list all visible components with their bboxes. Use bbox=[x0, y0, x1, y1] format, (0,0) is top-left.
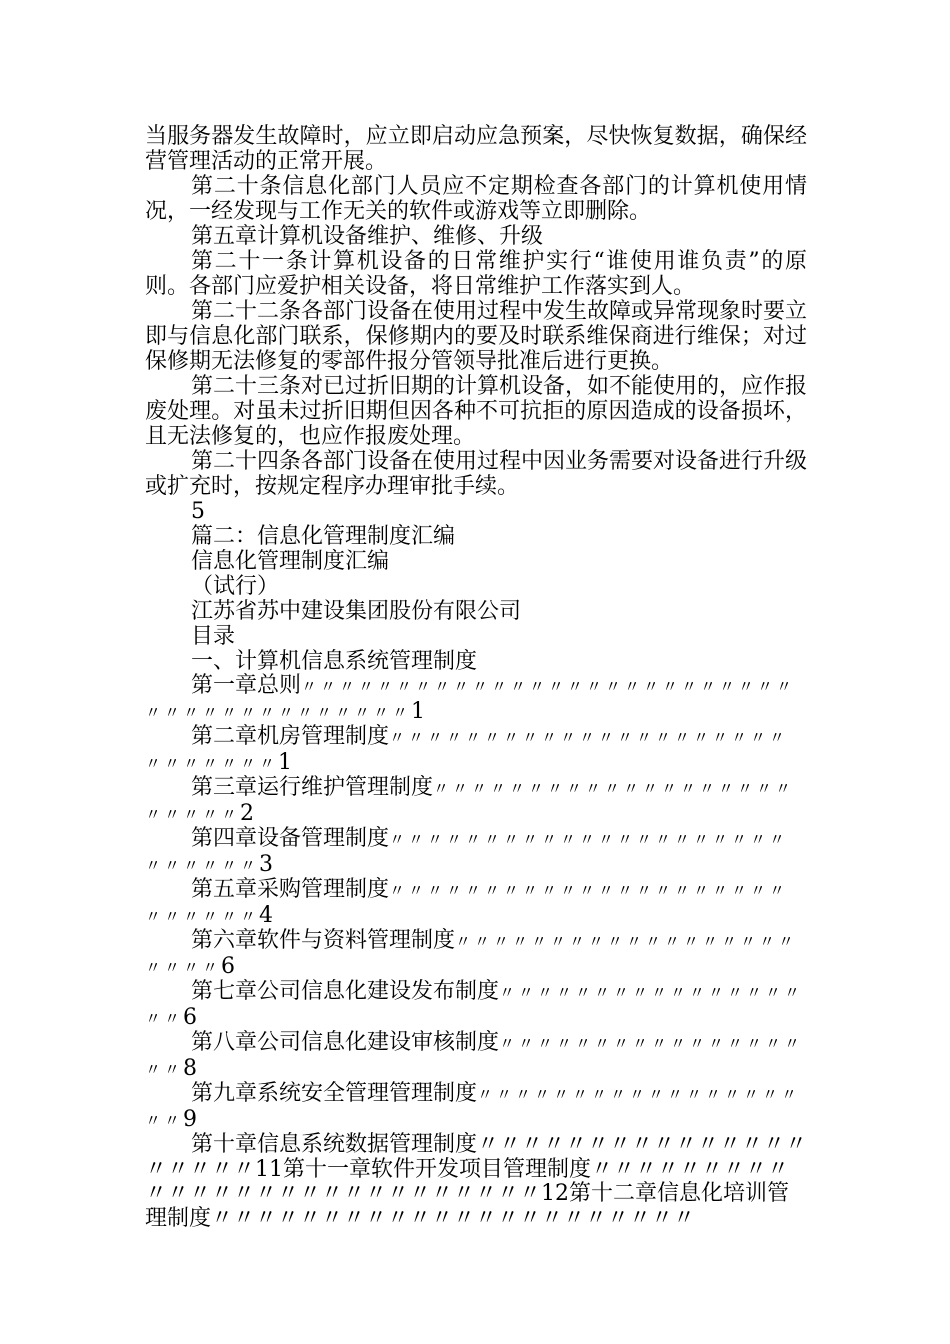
toc-page-number: 1 bbox=[278, 749, 293, 775]
toc-entry[interactable] bbox=[145, 776, 807, 827]
body-paragraph: 第二十二条各部门设备在使用过程中发生故障或异常现象时要立即与信息化部门联系，保修期内的要及时联系维保商进行维保；对过保修期无法修复的零部件报分管领导批准后进行更换。 bbox=[145, 299, 808, 374]
toc-page-number: 6 bbox=[221, 953, 236, 979]
toc-entry[interactable] bbox=[145, 827, 807, 878]
body-paragraph: 当服务器发生故障时，应立即启动应急预案，尽快恢复数据，确保经营管理活动的正常开展。 bbox=[145, 124, 807, 174]
toc-entry-title: 第四章设备管理制度 bbox=[191, 826, 390, 851]
toc-entry-title: 第三章运行维护管理制度 bbox=[191, 775, 434, 800]
toc-entry-title: 第九章系统安全管理管理制度 bbox=[191, 1081, 478, 1106]
toc-leader: 〃〃〃〃〃〃〃〃〃〃〃〃〃〃〃〃〃〃 bbox=[145, 983, 804, 1028]
toc-entry[interactable] bbox=[145, 929, 807, 980]
toc-entry-title: 第六章软件与资料管理制度 bbox=[191, 928, 456, 953]
body-paragraph: 第二十四条各部门设备在使用过程中因业务需要对设备进行升级或扩充时，按规定程序办理审批手续。 bbox=[145, 449, 808, 499]
document-body bbox=[145, 124, 807, 1231]
body-paragraph: 第二十一条计算机设备的日常维护实行“谁使用谁负责”的原则。各部门应爱护相关设备，将日常维护工作落实到人。 bbox=[145, 249, 807, 299]
table-of-contents bbox=[145, 674, 807, 1231]
toc-page-number: 1 bbox=[411, 698, 426, 724]
toc-entry-title: 第二章机房管理制度 bbox=[191, 724, 390, 749]
toc-leader: 〃〃〃〃〃〃〃〃〃〃〃〃〃〃〃〃〃〃〃〃〃〃〃〃〃〃〃〃 bbox=[145, 728, 789, 773]
toc-leader: 〃〃〃〃〃〃〃〃〃〃〃〃〃〃〃〃〃〃 bbox=[145, 1034, 804, 1079]
section-title: 篇二：信息化管理制度汇编 bbox=[191, 524, 456, 549]
toc-entry[interactable] bbox=[145, 1082, 807, 1133]
toc-leader: 〃〃〃〃〃〃〃〃〃〃〃〃〃〃〃〃〃〃〃 bbox=[145, 1085, 801, 1130]
body-paragraph: 第二十条信息化部门人员应不定期检查各部门的计算机使用情况，一经发现与工作无关的软件或游戏等立即删除。 bbox=[145, 174, 807, 224]
document-subtitle: （试行） bbox=[191, 574, 280, 599]
toc-page-number: 9 bbox=[183, 1106, 198, 1132]
toc-entry-title: 第一章总则 bbox=[191, 673, 302, 698]
page-number: 5 bbox=[191, 499, 205, 524]
chapter-heading: 第五章计算机设备维护、维修、升级 bbox=[191, 224, 544, 249]
toc-entry[interactable] bbox=[145, 878, 807, 929]
toc-heading: 目录 bbox=[191, 624, 236, 649]
toc-leader: 〃〃〃〃〃〃〃〃〃〃〃〃〃〃〃〃〃〃〃〃〃〃〃〃〃〃〃 bbox=[145, 830, 789, 875]
toc-leader: 〃〃〃〃〃〃〃〃〃〃〃〃〃〃〃〃〃〃〃〃〃〃〃〃 bbox=[145, 779, 795, 824]
toc-entry-title: 第五章采购管理制度 bbox=[191, 877, 390, 902]
document-title: 信息化管理制度汇编 bbox=[191, 549, 390, 574]
toc-page-number: 2 bbox=[240, 800, 255, 826]
toc-entry[interactable] bbox=[145, 1031, 807, 1082]
toc-page-number: 6 bbox=[183, 1004, 198, 1030]
toc-entry[interactable] bbox=[145, 725, 807, 776]
toc-page-number: 4 bbox=[259, 902, 274, 928]
company-name: 江苏省苏中建设集团股份有限公司 bbox=[191, 599, 522, 624]
toc-entry[interactable] bbox=[145, 980, 807, 1031]
toc-entry-title: 第八章公司信息化建设审核制度 bbox=[191, 1030, 500, 1055]
toc-page-number: 3 bbox=[259, 851, 274, 877]
body-paragraph: 第二十三条对已过折旧期的计算机设备，如不能使用的，应作报废处理。对虽未过折旧期但因各种不可抗拒的原因造成的设备损坏，且无法修复的，也应作报废处理。 bbox=[145, 374, 808, 449]
toc-leader: 〃〃〃〃〃〃〃〃〃〃〃〃〃〃〃〃〃〃〃〃〃〃〃〃〃〃〃 bbox=[145, 881, 789, 926]
toc-leader: 〃〃〃〃〃〃〃〃〃〃〃〃〃〃〃〃〃〃〃〃〃〃〃〃〃〃〃〃〃〃〃〃〃〃〃〃〃〃〃〃 bbox=[145, 677, 796, 722]
toc-page-number: 8 bbox=[183, 1055, 198, 1081]
toc-entry-title: 第七章公司信息化建设发布制度 bbox=[191, 979, 500, 1004]
toc-entry[interactable] bbox=[145, 674, 807, 725]
toc-leader: 〃〃〃〃〃〃〃〃〃〃〃〃〃〃〃〃〃〃〃〃〃〃 bbox=[145, 932, 798, 977]
toc-part-title: 一、计算机信息系统管理制度 bbox=[191, 649, 478, 674]
toc-entry-run-on[interactable]: 第十章信息系统数据管理制度〃〃〃〃〃〃〃〃〃〃〃〃〃〃〃〃〃〃〃〃11第十一章软件开发项目管理制度〃〃〃〃〃〃〃〃〃〃〃〃〃〃〃〃〃〃〃〃〃〃〃〃〃〃〃12第十二章信息化培训管理制度〃〃〃〃〃〃〃〃〃〃〃〃〃〃〃〃〃〃〃〃〃〃 bbox=[145, 1132, 808, 1231]
